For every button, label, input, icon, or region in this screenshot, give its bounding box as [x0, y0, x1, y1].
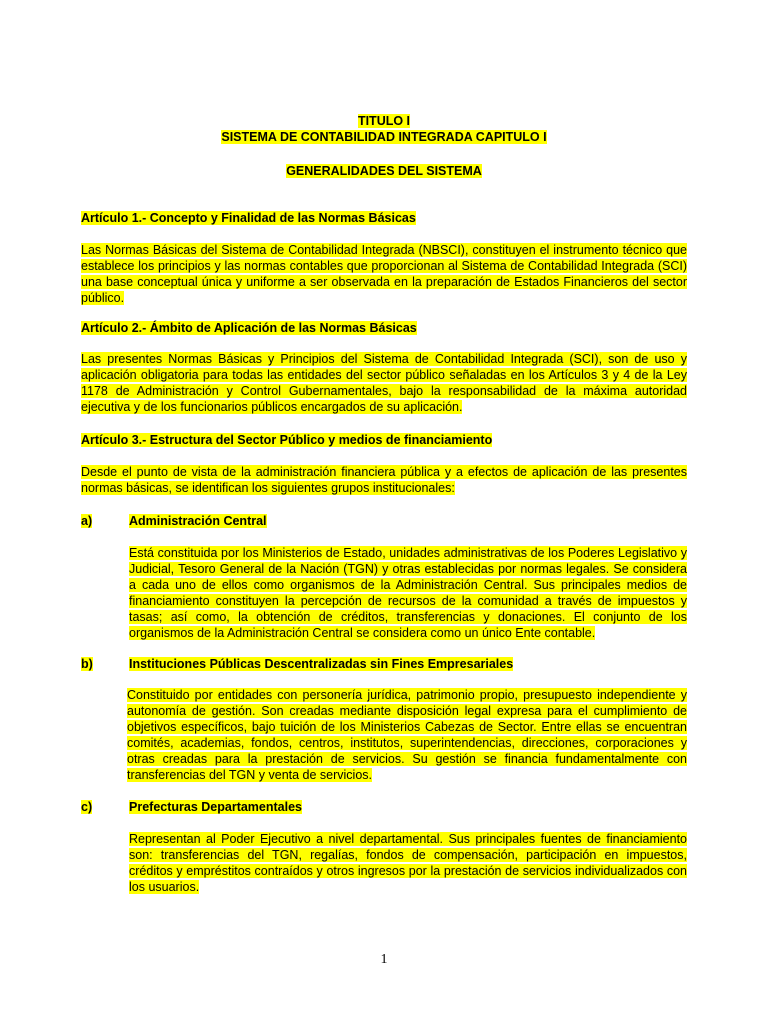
- section-a-body: Está constituida por los Ministerios de Estado, unidades administrativas de los Poderes Legislativo y Judicial, Tesoro General de la Nación (TGN) y otras establecidas por normas legales. Se considera a cada uno de ellos como organismos de la Administración Central. Sus principales medios de financiamiento constituyen la percepción de recursos de la comunidad a través de impuestos y tasas; así como, la obtención de créditos, transferencias y donaciones. El conjunto de los organismos de la Administración Central se considera como un único Ente contable.: [129, 546, 687, 641]
- article-1-heading: Artículo 1.- Concepto y Finalidad de las Normas Básicas: [81, 211, 416, 225]
- article-2-body: Las presentes Normas Básicas y Principios del Sistema de Contabilidad Integrada (SCI), son de uso y aplicación obligatoria para todas las entidades del sector público señaladas en los Artículos 3 y 4 de la Ley 1178 de Administración y Control Gubernamentales, bajo la responsabilidad de la máxima autoridad ejecutiva y de los funcionarios públicos encargados de su aplicación.: [81, 352, 687, 415]
- article-3-body: Desde el punto de vista de la administración financiera pública y a efectos de aplicación de las presentes normas básicas, se identifican los siguientes grupos institucionales:: [81, 465, 687, 496]
- section-a-title: Administración Central: [129, 514, 267, 528]
- article-2-heading: Artículo 2.- Ámbito de Aplicación de las Normas Básicas: [81, 321, 417, 335]
- page-number: 1: [380, 952, 388, 967]
- section-b-body: Constituido por entidades con personería jurídica, patrimonio propio, presupuesto independiente y autonomía de gestión. Son creadas mediante disposición legal expresa para el cumplimiento de objetivos específicos, bajo tuición de los Ministerios Cabezas de Sector. Entre ellas se encuentran comités, academias, fondos, centros, institutos, superintendencias, direcciones, corporaciones y otras creadas para la prestación de servicios. Su gestión se financia fundamentalmente con transferencias del TGN y venta de servicios.: [127, 688, 687, 783]
- title-line-2: SISTEMA DE CONTABILIDAD INTEGRADA CAPITULO I: [221, 130, 547, 144]
- section-c-letter: c): [81, 800, 93, 814]
- article-1-body: Las Normas Básicas del Sistema de Contabilidad Integrada (NBSCI), constituyen el instrumento técnico que establece los principios y las normas contables que proporcionan al Sistema de Contabilidad Integrada (SCI) una base conceptual única y uniforme a ser observada en la preparación de Estados Financieros del sector público.: [81, 243, 687, 306]
- section-b-title: Instituciones Públicas Descentralizadas sin Fines Empresariales: [129, 657, 514, 671]
- article-3-heading: Artículo 3.- Estructura del Sector Público y medios de financiamiento: [81, 433, 493, 447]
- section-b-letter: b): [81, 657, 93, 671]
- section-a-letter: a): [81, 514, 93, 528]
- title-line-1: TITULO I: [357, 114, 411, 128]
- section-c-title: Prefecturas Departamentales: [129, 800, 302, 814]
- section-c-body: Representan al Poder Ejecutivo a nivel departamental. Sus principales fuentes de financiamiento son: transferencias del TGN, regalías, fondos de compensación, participación en impuestos, créditos y empréstitos contraídos y otros ingresos por la prestación de servicios individualizados con los usuarios.: [129, 832, 687, 895]
- title-line-3: GENERALIDADES DEL SISTEMA: [286, 164, 482, 178]
